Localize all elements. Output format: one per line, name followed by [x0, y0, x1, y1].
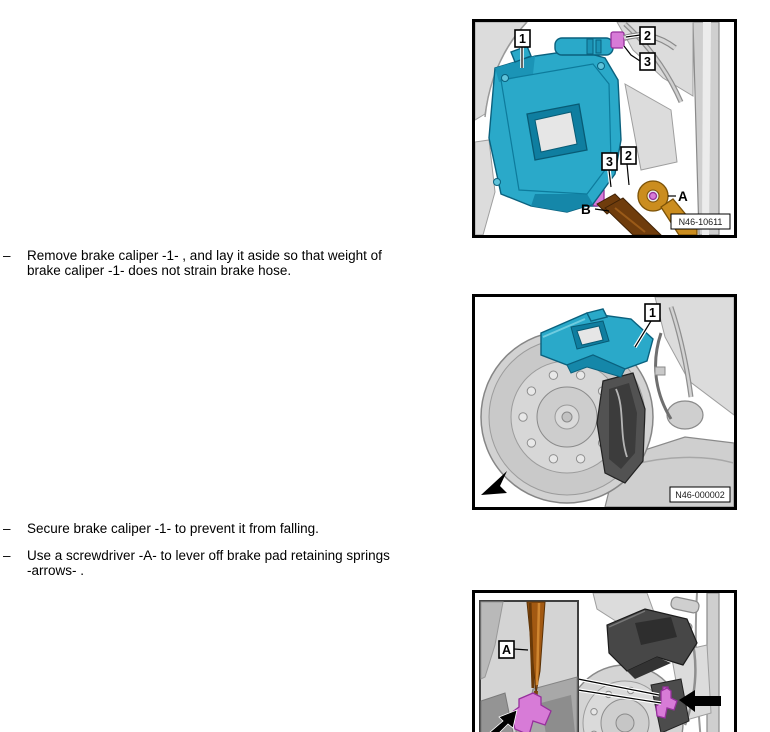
caliper-carrier: [597, 373, 645, 483]
hose-union-pink: [611, 32, 624, 48]
figure-caliper-removal: [472, 19, 737, 238]
instruction-secure-caliper: [3, 521, 458, 536]
bullet-dash: –: [3, 521, 11, 536]
direction-arrow-icon: [481, 471, 507, 495]
figure-ref-label: N46-000002: [675, 490, 725, 500]
instruction-line: Use a screwdriver -A- to lever off brake pad retaining springs: [27, 548, 390, 563]
callout-2-lower: 2: [625, 149, 632, 163]
instruction-line: -arrows- .: [27, 563, 84, 579]
figure-retaining-springs-drawing: [475, 593, 734, 732]
callout-1: 1: [649, 306, 656, 320]
figure-ref-label: N46-10611: [678, 217, 723, 227]
callout-1: 1: [519, 32, 526, 46]
callout-3-lower: 3: [606, 155, 613, 169]
callout-a: A: [501, 643, 512, 657]
figure-retaining-springs: [472, 590, 737, 732]
instruction-line: brake caliper -1- does not strain brake hose.: [27, 263, 292, 279]
instruction-remove-caliper: [3, 248, 458, 278]
instruction-line: Secure brake caliper -1- to prevent it from falling.: [27, 521, 319, 536]
instruction-lever-springs: [3, 548, 458, 578]
callout-2: 2: [644, 29, 651, 43]
callout-b: B: [581, 202, 591, 217]
figure-ref: [671, 214, 730, 229]
callout-3: 3: [644, 55, 651, 69]
figure-caliper-removal-drawing: [475, 22, 734, 235]
bullet-dash: –: [3, 248, 11, 263]
callout-a: A: [678, 189, 688, 204]
bullet-dash: –: [3, 548, 11, 563]
instruction-line: Remove brake caliper -1- , and lay it aside so that weight of: [27, 248, 382, 263]
figure-caliper-on-disc: [472, 294, 737, 510]
figure-caliper-on-disc-drawing: [475, 297, 734, 507]
inset-detail-panel: [480, 601, 578, 732]
figure-ref: [670, 487, 730, 502]
